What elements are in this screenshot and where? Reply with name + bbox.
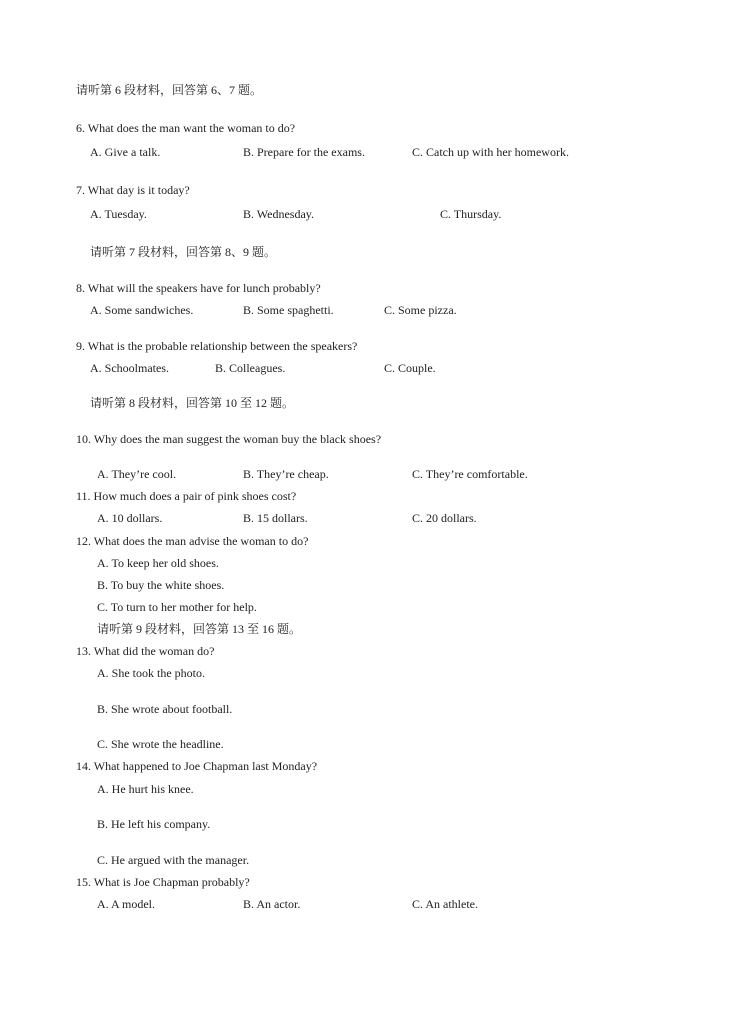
q7-option-b: B. Wednesday. bbox=[243, 207, 315, 221]
section-heading-8: 请听第 8 段材料，回答第 10 至 12 题。 bbox=[90, 396, 295, 410]
question-13: 13. What did the woman do? bbox=[76, 644, 215, 658]
q8-option-b: B. Some spaghetti. bbox=[243, 303, 334, 317]
q9-option-c: C. Couple. bbox=[384, 361, 436, 375]
question-6: 6. What does the man want the woman to do? bbox=[76, 121, 296, 135]
q11-option-c: C. 20 dollars. bbox=[412, 511, 477, 525]
q12-option-b: B. To buy the white shoes. bbox=[97, 578, 225, 592]
q15-option-c: C. An athlete. bbox=[412, 897, 478, 911]
question-11: 11. How much does a pair of pink shoes cost? bbox=[76, 489, 297, 503]
section-heading-6: 请听第 6 段材料，回答第 6、7 题。 bbox=[76, 83, 263, 97]
q7-option-c: C. Thursday. bbox=[440, 207, 502, 221]
q14-option-a: A. He hurt his knee. bbox=[97, 782, 194, 796]
q13-option-c: C. She wrote the headline. bbox=[97, 737, 224, 751]
q11-option-a: A. 10 dollars. bbox=[97, 511, 163, 525]
q12-option-c: C. To turn to her mother for help. bbox=[97, 600, 257, 614]
q11-option-b: B. 15 dollars. bbox=[243, 511, 308, 525]
q15-option-a: A. A model. bbox=[97, 897, 156, 911]
q6-option-a: A. Give a talk. bbox=[90, 145, 161, 159]
q14-option-c: C. He argued with the manager. bbox=[97, 853, 250, 867]
q6-option-b: B. Prepare for the exams. bbox=[243, 145, 365, 159]
q10-option-a: A. They’re cool. bbox=[97, 467, 177, 481]
q6-option-c: C. Catch up with her homework. bbox=[412, 145, 569, 159]
q13-option-a: A. She took the photo. bbox=[97, 666, 205, 680]
q12-option-a: A. To keep her old shoes. bbox=[97, 556, 219, 570]
q10-option-b: B. They’re cheap. bbox=[243, 467, 329, 481]
q13-option-b: B. She wrote about football. bbox=[97, 702, 233, 716]
question-14: 14. What happened to Joe Chapman last Monday? bbox=[76, 759, 318, 773]
question-10: 10. Why does the man suggest the woman buy the black shoes? bbox=[76, 432, 382, 446]
question-8: 8. What will the speakers have for lunch probably? bbox=[76, 281, 321, 295]
question-15: 15. What is Joe Chapman probably? bbox=[76, 875, 250, 889]
q15-option-b: B. An actor. bbox=[243, 897, 301, 911]
q10-option-c: C. They’re comfortable. bbox=[412, 467, 528, 481]
section-heading-7: 请听第 7 段材料，回答第 8、9 题。 bbox=[90, 245, 277, 259]
q9-option-a: A. Schoolmates. bbox=[90, 361, 169, 375]
question-12: 12. What does the man advise the woman to do? bbox=[76, 534, 309, 548]
section-heading-9: 请听第 9 段材料，回答第 13 至 16 题。 bbox=[97, 622, 302, 636]
q8-option-a: A. Some sandwiches. bbox=[90, 303, 194, 317]
q7-option-a: A. Tuesday. bbox=[90, 207, 147, 221]
q8-option-c: C. Some pizza. bbox=[384, 303, 457, 317]
q9-option-b: B. Colleagues. bbox=[215, 361, 286, 375]
q14-option-b: B. He left his company. bbox=[97, 817, 211, 831]
question-9: 9. What is the probable relationship between the speakers? bbox=[76, 339, 358, 353]
question-7: 7. What day is it today? bbox=[76, 183, 190, 197]
